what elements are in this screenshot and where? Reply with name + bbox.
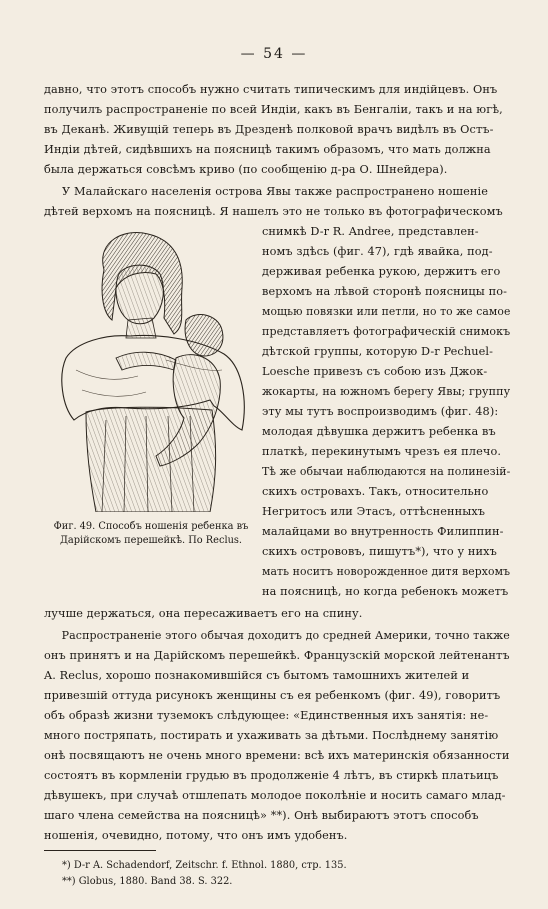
text-line: Тѣ же обычаи наблюдаются на полинезій- [262, 465, 511, 478]
text-line: номъ здѣсь (фиг. 47), гдѣ явайка, под- [262, 245, 493, 258]
text-line: на поясницѣ, но когда ребенокъ можетъ [262, 585, 509, 598]
text-line: состоятъ въ кормленіи грудью въ продолженіе 4 лѣтъ, въ стиркѣ платьицъ [44, 769, 499, 782]
text-line: эту мы тутъ воспроизводимъ (фиг. 48): [262, 405, 499, 418]
text-line: дѣтской группы, которую D-r Pechuel- [262, 345, 494, 358]
text-line: въ Деканѣ. Живущій теперь въ Дрезденѣ полковой врачъ видѣлъ въ Остъ- [44, 123, 494, 136]
footnote: **) Globus, 1880. Band 38. S. 322. [62, 876, 233, 887]
text-line: скихъ островахъ. Такъ, относительно [262, 485, 489, 498]
woman-with-child-engraving-icon [46, 230, 250, 512]
text-line: объ образѣ жизни туземокъ слѣдующее: «Единственныя ихъ занятія: не- [44, 709, 489, 722]
text-line: держивая ребенка рукою, держитъ его [262, 265, 501, 278]
text-line: платкѣ, перекинутымъ чрезъ ея плечо. [262, 445, 502, 458]
text-line: давно, что этотъ способъ нужно считать типическимъ для индійцевъ. Онъ [44, 83, 498, 96]
text-line: Индіи дѣтей, сидѣвшихъ на поясницѣ такимъ образомъ, что мать должна [44, 143, 491, 156]
text-line: онѣ посвящаютъ не очень много времени: всѣ ихъ материнскія обязанности [44, 749, 510, 762]
text-line: У Малайскаго населенія острова Явы также распространено ношеніе [62, 185, 488, 198]
text-line: ношенія, очевидно, потому, что онъ имъ удобенъ. [44, 829, 348, 842]
text-line: Распространеніе этого обычая доходитъ до средней Америки, точно также [61, 629, 510, 642]
caption-line: Дарійскомъ перешейкѣ. По Reclus. [59, 535, 243, 546]
text-line: малайцами во внутренность Филиппин- [262, 525, 504, 538]
text-line: скихъ острововъ, пишутъ*), что у нихъ [262, 545, 497, 558]
text-line: мощью повязки или петли, но то же самое [262, 305, 511, 318]
text-line: Негритосъ или Этасъ, оттѣсненныхъ [262, 505, 486, 518]
caption-line: Фиг. 49. Способъ ношенія ребенка въ [53, 521, 249, 532]
text-line: мать носитъ новорожденное дитя верхомъ [262, 565, 511, 578]
text-line: лучше держаться, она пересаживаетъ его на спину. [44, 607, 363, 620]
text-line: молодая дѣвушка держитъ ребенка въ [262, 425, 496, 438]
footnote-divider [44, 850, 156, 851]
text-line: A. Reclus, хорошо познакомившійся съ бытомъ тамошнихъ жителей и [44, 669, 470, 682]
text-line: дѣвушекъ, при случаѣ отшлепать молодое поколѣніе и носить самаго млад- [44, 789, 506, 802]
text-line: получилъ распространеніе по всей Индіи, какъ въ Бенгаліи, такъ и на югѣ, [44, 103, 503, 116]
text-line: представляетъ фотографическій снимокъ [262, 325, 511, 338]
text-line: жокарты, на южномъ берегу Явы; группу [262, 385, 511, 398]
page-number: — 54 — [240, 46, 308, 62]
text-line: дѣтей верхомъ на поясницѣ. Я нашелъ это не только въ фотографическомъ [44, 205, 503, 218]
text-line: шаго члена семейства на поясницѣ» **). Онѣ выбираютъ этотъ способъ [44, 809, 479, 822]
text-line: снимкѣ D-r R. Andree, представлен- [262, 225, 479, 238]
text-line: Loesche привезъ съ собою изъ Джок- [262, 365, 488, 378]
text-line: онъ принятъ и на Дарійскомъ перешейкѣ. Французскій морской лейтенантъ [44, 649, 510, 662]
footnote: *) D-r A. Schadendorf, Zeitschr. f. Ethnol. 1880, стр. 135. [62, 860, 347, 871]
text-line: была держаться совсѣмъ криво (по сообщенію д-ра О. Шнейдера). [44, 163, 448, 176]
text-line: верхомъ на лѣвой сторонѣ поясницы по- [262, 285, 508, 298]
figure-caption [44, 520, 258, 548]
text-line: привезшій оттуда рисунокъ женщины съ ея ребенкомъ (фиг. 49), говоритъ [44, 689, 501, 702]
text-line: много постряпать, постирать и ухаживать за дѣтьми. Послѣднему занятію [44, 729, 499, 742]
